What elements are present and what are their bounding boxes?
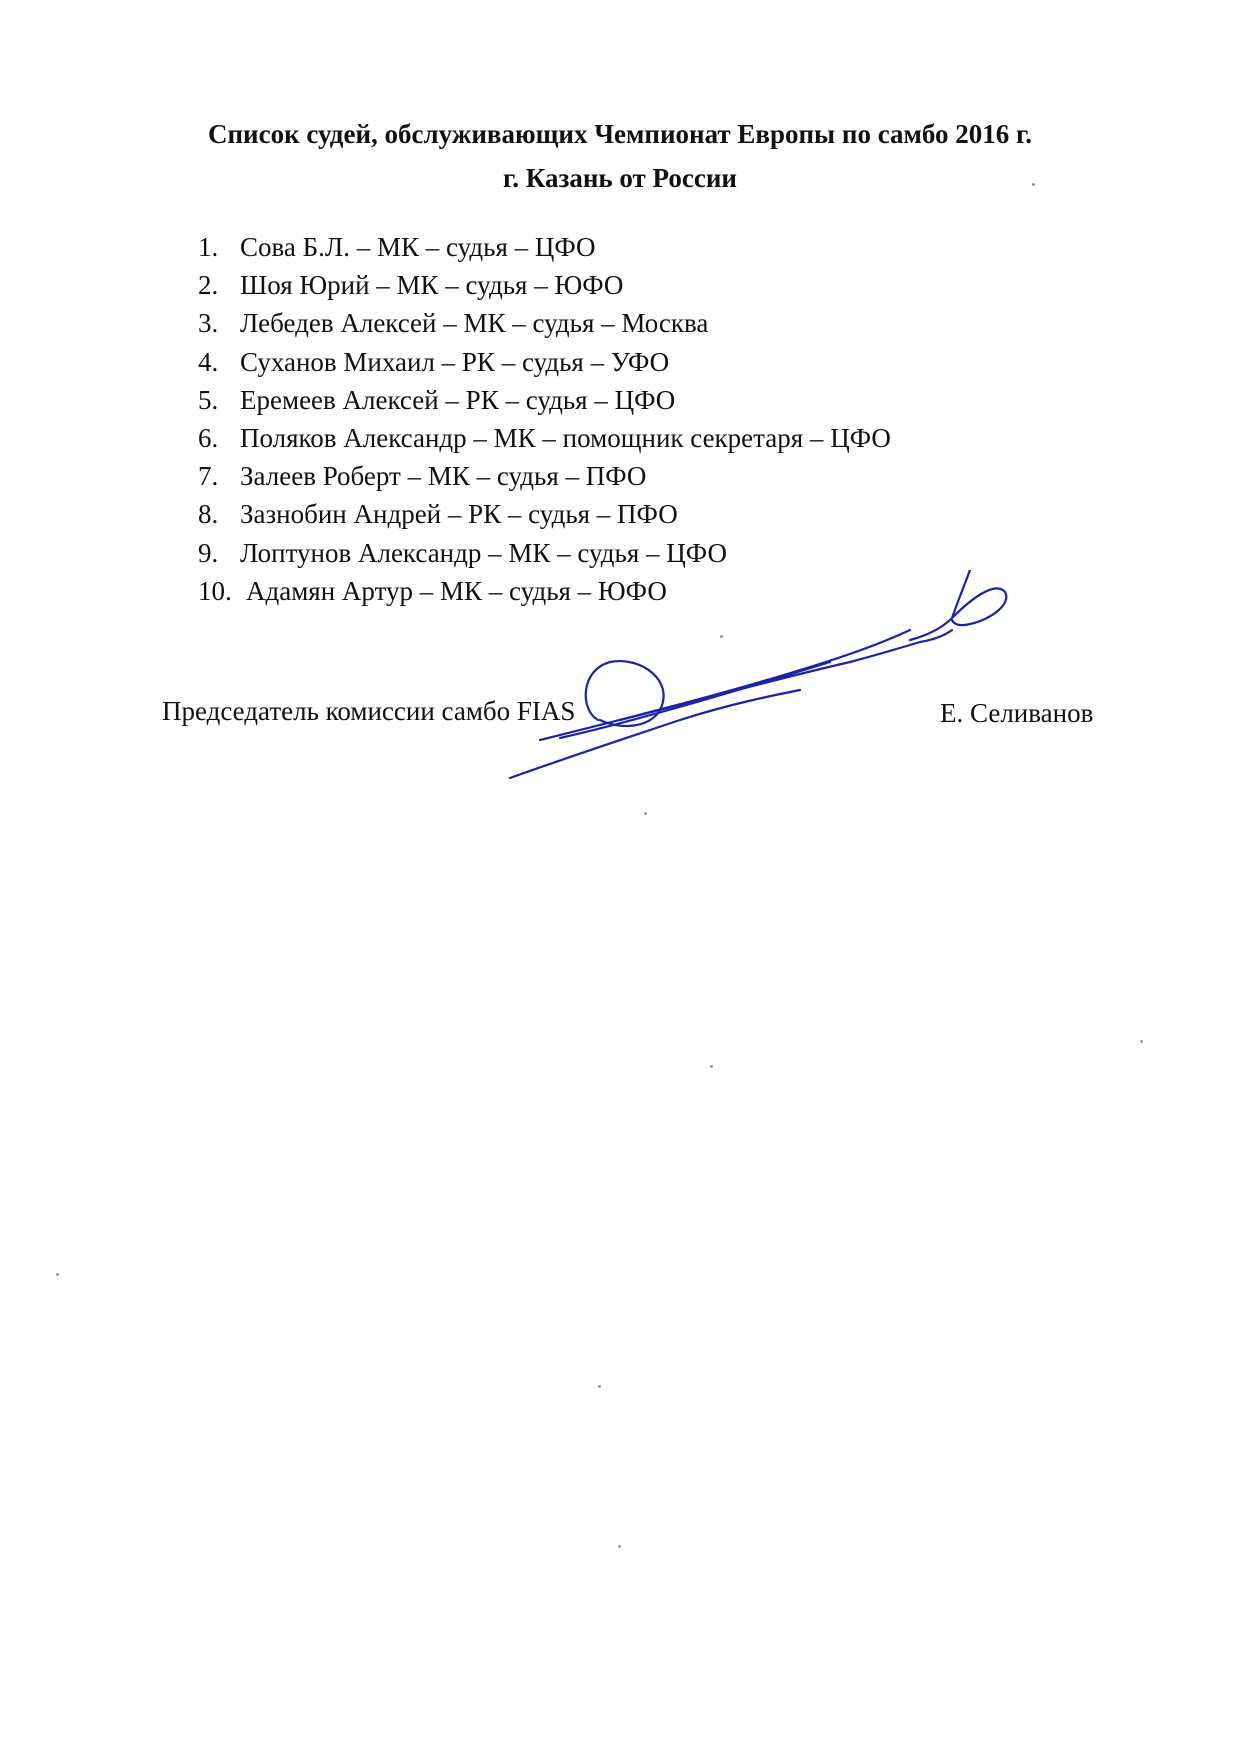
list-item bbox=[198, 343, 891, 381]
list-item-text: Суханов Михаил – РК – судья – УФО bbox=[240, 346, 670, 377]
list-item-text: Залеев Роберт – МК – судья – ПФО bbox=[240, 461, 647, 492]
scan-speck bbox=[710, 1065, 713, 1068]
list-item bbox=[198, 534, 891, 572]
scan-speck bbox=[1140, 1040, 1143, 1043]
list-item-number: 1. bbox=[198, 232, 219, 262]
signature-tail-stroke bbox=[510, 690, 800, 778]
list-item bbox=[198, 457, 891, 495]
list-item-text: Зазнобин Андрей – РК – судья – ПФО bbox=[240, 499, 678, 530]
chair-title: Председатель комиссии самбо FIAS bbox=[162, 696, 576, 726]
list-item-number: 4. bbox=[198, 346, 219, 377]
list-item bbox=[198, 495, 891, 533]
list-item-number: 8. bbox=[198, 499, 219, 530]
list-item bbox=[198, 304, 891, 342]
list-item bbox=[198, 381, 891, 419]
signature-loop-stroke bbox=[586, 661, 664, 726]
list-item-text: Сова Б.Л. – МК – судья – ЦФО bbox=[240, 232, 596, 262]
scan-speck bbox=[1032, 183, 1035, 186]
signature-flourish-stroke bbox=[910, 570, 970, 640]
chair-name: Е. Селиванов bbox=[940, 698, 1094, 728]
scan-speck bbox=[598, 1385, 601, 1388]
list-item bbox=[198, 419, 891, 457]
scan-speck bbox=[720, 635, 723, 638]
list-item bbox=[198, 266, 891, 304]
scan-speck bbox=[618, 1545, 621, 1548]
handwritten-signature bbox=[500, 570, 1020, 790]
signature-diagonal-stroke bbox=[540, 630, 910, 740]
judges-list bbox=[198, 228, 891, 610]
list-item-text: Поляков Александр – МК – помощник секретаря – ЦФО bbox=[240, 423, 891, 454]
title-line-1: Список судей, обслуживающих Чемпионат Европы по самбо 2016 г. bbox=[207, 119, 1033, 149]
list-item-text: Лоптунов Александр – МК – судья – ЦФО bbox=[240, 537, 727, 568]
scan-speck bbox=[644, 812, 647, 815]
list-item-text: Адамян Артур – МК – судья – ЮФО bbox=[246, 575, 667, 606]
list-item bbox=[198, 228, 891, 266]
list-item-text: Еремеев Алексей – РК – судья – ЦФО bbox=[240, 384, 676, 415]
list-item-number: 10. bbox=[198, 575, 232, 606]
list-item-number: 3. bbox=[198, 308, 219, 339]
list-item-number: 6. bbox=[198, 423, 219, 454]
list-item-number: 7. bbox=[198, 461, 219, 492]
list-item-number: 2. bbox=[198, 270, 219, 301]
list-item-text: Лебедев Алексей – МК – судья – Москва bbox=[240, 308, 709, 339]
list-item-number: 5. bbox=[198, 384, 219, 415]
list-item-text: Шоя Юрий – МК – судья – ЮФО bbox=[240, 270, 624, 301]
document-title bbox=[0, 112, 1240, 200]
list-item-number: 9. bbox=[198, 537, 219, 568]
title-line-2: г. Казань от России bbox=[503, 163, 737, 193]
scan-speck bbox=[56, 1273, 59, 1276]
